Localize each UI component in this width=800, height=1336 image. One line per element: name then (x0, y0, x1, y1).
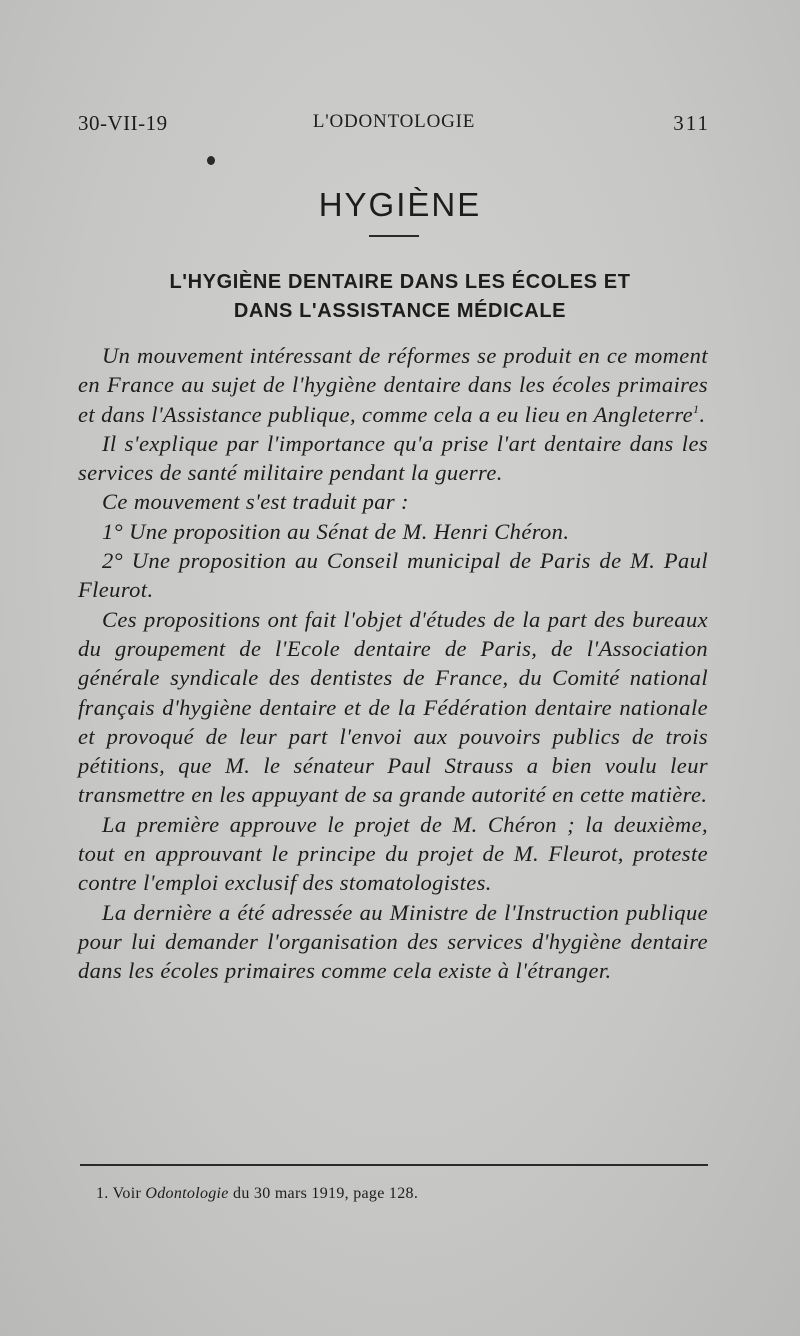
paragraph: La première approuve le projet de M. Chéron ; la deuxième, tout en approuvant le principe du projet de M. Fleurot, proteste contre l'emploi exclusif des stomatologistes. (78, 811, 708, 896)
running-head (78, 111, 710, 141)
paragraph-end: . (699, 401, 706, 427)
paragraph: Ce mouvement s'est traduit par : (102, 489, 409, 515)
paragraph: Ces propositions ont fait l'objet d'études de la part des bureaux du groupement de l'Ecole dentaire de Paris, de l'Association générale syndicale des dentistes de France, du Comité national français d'hygiène dentaire et de la Fédération dentaire nationale et provoqué de leur part l'envoi aux pouvoirs publics de trois pétitions, que M. le sénateur Paul Strauss a bien voulu leur transmettre en les appuyant de sa grande autorité en cette matière. (78, 606, 708, 808)
article-title-line-2: DANS L'ASSISTANCE MÉDICALE (233, 300, 567, 322)
article-title-line-1: L'HYGIÈNE DENTAIRE DANS LES ÉCOLES ET (169, 271, 631, 293)
footnote-journal: Odontologie (145, 1185, 229, 1202)
paragraph: La dernière a été adressée au Ministre de l'Instruction publique pour lui demander l'organisation des services d'hygiène dentaire dans les écoles primaires comme cela existe à l'étranger. (78, 899, 708, 984)
footnote-suffix: du 30 mars 1919, page 128. (233, 1185, 419, 1202)
list-item-number: 1° (102, 518, 124, 544)
paragraph-text: Un mouvement intéressant de réformes se produit en ce moment en France au sujet de l'hygiène dentaire dans les écoles primaires et dans l'Assistance publique, comme cela a eu lieu en Angleterre (78, 343, 708, 427)
footnote-divider (80, 1164, 708, 1166)
list-item (78, 546, 708, 605)
footnote-prefix: Voir (112, 1185, 142, 1202)
paragraph (78, 341, 708, 429)
article-title (80, 268, 720, 326)
article-body (78, 341, 708, 986)
paragraph: Il s'explique par l'importance qu'a prise l'art dentaire dans les services de santé militaire pendant la guerre. (78, 430, 708, 486)
footnote-ref: 1 (693, 401, 700, 416)
list-item-text: Une proposition au Conseil municipal de Paris de M. Paul Fleurot. (78, 548, 708, 603)
ink-speck (207, 156, 215, 165)
section-title: HYGIÈNE (318, 186, 482, 223)
title-divider (369, 235, 419, 237)
list-item-text: Une proposition au Sénat de M. Henri Chéron. (129, 518, 570, 544)
header-journal-title: L'ODONTOLOGIE (312, 111, 476, 132)
header-date: 30-VII-19 (78, 111, 168, 135)
list-item-number: 2° (102, 548, 124, 574)
header-page-number: 311 (673, 111, 710, 135)
footnote (96, 1185, 418, 1203)
list-item (78, 517, 708, 546)
footnote-number: 1. (96, 1185, 109, 1202)
